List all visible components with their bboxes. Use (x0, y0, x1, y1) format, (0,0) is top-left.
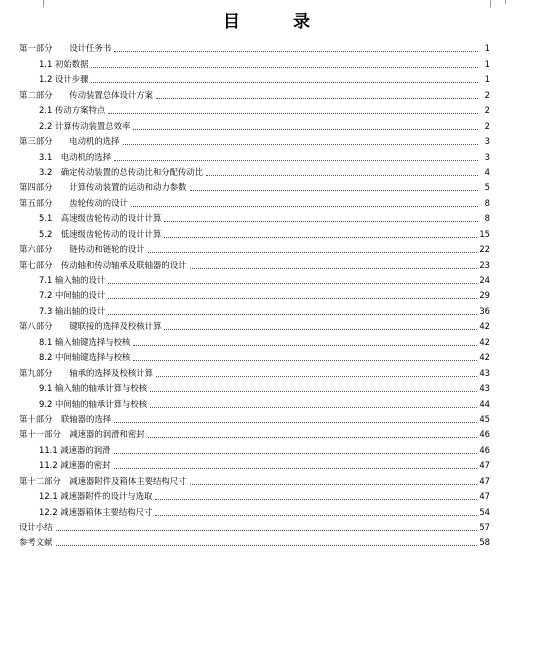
toc-entry-title: 第八部分 键联接的选择及校核计算 (19, 321, 162, 332)
toc-page-number: 5 (484, 182, 490, 193)
toc-dot-leader (133, 359, 477, 361)
toc-dot-leader (206, 174, 478, 176)
toc-subsection-entry[interactable] (19, 163, 490, 178)
toc-page-number: 42 (479, 352, 490, 363)
toc-dot-leader (56, 529, 478, 531)
toc-dot-leader (155, 498, 477, 500)
toc-dot-leader (164, 328, 477, 330)
toc-subsection-entry[interactable] (19, 301, 490, 316)
toc-subsection-entry[interactable] (19, 147, 490, 162)
toc-section-entry[interactable] (19, 178, 490, 193)
toc-dot-leader (156, 375, 477, 377)
toc-dot-leader (108, 313, 477, 315)
toc-entry-title: 1.2 设计步骤 (39, 74, 89, 85)
toc-dot-leader (108, 112, 478, 114)
toc-subsection-entry[interactable] (19, 286, 490, 301)
toc-entry-title: 第十一部分 减速器的润滑和密封 (19, 429, 145, 440)
toc-entry-title: 2.2 计算传动装置总效率 (39, 120, 131, 131)
toc-page-number: 2 (484, 120, 490, 131)
toc-section-entry[interactable] (19, 518, 490, 533)
toc-section-entry[interactable] (19, 193, 490, 208)
toc-entry-title: 5.2 低速级齿轮传动的设计计算 (39, 228, 162, 239)
toc-page-number: 58 (479, 537, 490, 548)
toc-dot-leader (108, 282, 477, 284)
toc-page-number: 47 (479, 475, 490, 486)
toc-section-entry[interactable] (19, 240, 490, 255)
toc-page-number: 3 (484, 136, 490, 147)
toc-dot-leader (131, 205, 478, 207)
toc-page-number: 42 (479, 321, 490, 332)
toc-section-entry[interactable] (19, 410, 490, 425)
toc-entry-title: 7.3 输出轴的设计 (39, 305, 106, 316)
toc-page-number: 44 (479, 398, 490, 409)
toc-entry-title: 第四部分 计算传动装置的运动和动力参数 (19, 182, 187, 193)
toc-entry-title: 第二部分 传动装置总体设计方案 (19, 89, 153, 100)
toc-entry-title: 第六部分 链传动和链轮的设计 (19, 244, 145, 255)
page-corner-mark-right-small (505, 0, 506, 4)
toc-entry-title: 第十部分 联轴器的选择 (19, 413, 112, 424)
toc-dot-leader (190, 189, 479, 191)
toc-section-entry[interactable] (19, 39, 490, 54)
toc-entry-title: 第十二部分 减速器附件及箱体主要结构尺寸 (19, 475, 187, 486)
toc-page-number: 43 (479, 367, 490, 378)
toc-page-number: 24 (479, 275, 490, 285)
toc-entry-title: 8.2 中间轴键选择与校核 (39, 352, 131, 363)
toc-page-number: 23 (479, 259, 490, 270)
toc-entry-title: 设计小结 (19, 522, 53, 532)
toc-entry-title: 第一部分 设计任务书 (19, 43, 112, 54)
table-of-contents (19, 39, 490, 548)
toc-dot-leader (190, 267, 478, 269)
toc-page-number: 47 (479, 460, 490, 471)
toc-subsection-entry[interactable] (19, 487, 490, 502)
page-corner-mark-right (490, 0, 491, 7)
toc-dot-leader (91, 66, 478, 68)
toc-dot-leader (114, 467, 478, 469)
toc-subsection-entry[interactable] (19, 54, 490, 69)
toc-page-number: 22 (479, 244, 490, 255)
toc-dot-leader (148, 251, 478, 253)
toc-dot-leader (150, 406, 477, 408)
toc-subsection-entry[interactable] (19, 101, 490, 116)
toc-dot-leader (123, 143, 479, 145)
toc-section-entry[interactable] (19, 255, 490, 270)
toc-subsection-entry[interactable] (19, 440, 490, 455)
toc-entry-title: 第五部分 齿轮传动的设计 (19, 197, 128, 208)
toc-page-number: 8 (484, 197, 490, 208)
toc-section-entry[interactable] (19, 471, 490, 486)
toc-page-number: 57 (479, 522, 490, 532)
toc-dot-leader (164, 236, 477, 238)
toc-page-number: 4 (484, 166, 490, 177)
toc-entry-title: 5.1 高速级齿轮传动的设计计算 (39, 213, 162, 224)
toc-subsection-entry[interactable] (19, 224, 490, 239)
toc-dot-leader (114, 452, 478, 454)
toc-dot-leader (133, 344, 477, 346)
toc-entry-title: 1.1 初始数据 (39, 58, 89, 69)
toc-entry-title: 9.1 输入轴的轴承计算与校核 (39, 383, 148, 394)
toc-page-number: 43 (479, 383, 490, 394)
toc-page-number: 47 (479, 491, 490, 502)
toc-dot-leader (190, 483, 478, 485)
toc-page-number: 1 (484, 43, 490, 54)
toc-subsection-entry[interactable] (19, 271, 490, 286)
toc-dot-leader (114, 421, 477, 423)
toc-page-number: 2 (484, 105, 490, 116)
toc-page-number: 2 (484, 89, 490, 100)
toc-page-number: 1 (484, 74, 490, 85)
toc-dot-leader (114, 50, 478, 52)
toc-subsection-entry[interactable] (19, 502, 490, 517)
toc-subsection-entry[interactable] (19, 348, 490, 363)
toc-dot-leader (108, 297, 477, 299)
toc-page-number: 46 (479, 429, 490, 440)
toc-subsection-entry[interactable] (19, 394, 490, 409)
toc-subsection-entry[interactable] (19, 332, 490, 347)
toc-entry-title: 12.1 减速器附件的设计与选取 (39, 491, 153, 502)
toc-entry-title: 9.2 中间轴的轴承计算与校核 (39, 398, 148, 409)
toc-section-entry[interactable] (19, 363, 490, 378)
toc-page-number: 36 (479, 305, 490, 316)
toc-entry-title: 7.2 中间轴的设计 (39, 290, 106, 301)
toc-entry-title: 第三部分 电动机的选择 (19, 136, 120, 147)
toc-page-number: 46 (479, 444, 490, 455)
toc-section-entry[interactable] (19, 425, 490, 440)
toc-section-entry[interactable] (19, 317, 490, 332)
toc-dot-leader (56, 544, 478, 546)
toc-dot-leader (150, 390, 477, 392)
toc-entry-title: 11.1 减速器的润滑 (39, 444, 111, 455)
toc-dot-leader (156, 97, 478, 99)
toc-subsection-entry[interactable] (19, 116, 490, 131)
toc-dot-leader (148, 436, 478, 438)
toc-page-number: 54 (479, 506, 490, 517)
toc-page-number: 45 (479, 413, 490, 424)
toc-entry-title: 7.1 输入轴的设计 (39, 275, 106, 285)
toc-page-number: 29 (479, 290, 490, 301)
toc-page-number: 42 (479, 336, 490, 347)
toc-subsection-entry[interactable] (19, 209, 490, 224)
toc-dot-leader (164, 220, 478, 222)
page-corner-mark-left (43, 0, 44, 7)
toc-entry-title: 2.1 传动方案特点 (39, 105, 106, 116)
toc-section-entry[interactable] (19, 132, 490, 147)
toc-dot-leader (91, 81, 478, 83)
toc-dot-leader (133, 128, 478, 130)
toc-entry-title: 3.2 确定传动装置的总传动比和分配传动比 (39, 166, 204, 177)
toc-entry-title: 12.2 减速器箱体主要结构尺寸 (39, 506, 153, 517)
toc-page-number: 15 (479, 228, 490, 239)
toc-dot-leader (155, 514, 477, 516)
toc-section-entry[interactable] (19, 533, 490, 548)
toc-entry-title: 11.2 减速器的密封 (39, 460, 111, 471)
toc-entry-title: 参考文献 (19, 537, 53, 548)
toc-page-number: 3 (484, 151, 490, 162)
toc-section-entry[interactable] (19, 85, 490, 100)
toc-subsection-entry[interactable] (19, 379, 490, 394)
toc-entry-title: 8.1 输入轴键选择与校核 (39, 336, 131, 347)
toc-page-number: 1 (484, 58, 490, 69)
toc-title: 目 录 (223, 12, 328, 32)
toc-page-number: 8 (484, 213, 490, 224)
toc-subsection-entry[interactable] (19, 456, 490, 471)
toc-entry-title: 第九部分 轴承的选择及校核计算 (19, 367, 153, 378)
toc-subsection-entry[interactable] (19, 70, 490, 85)
toc-entry-title: 第七部分 传动轴和传动轴承及联轴器的设计 (19, 259, 187, 270)
toc-dot-leader (114, 159, 478, 161)
toc-entry-title: 3.1 电动机的选择 (39, 151, 111, 162)
